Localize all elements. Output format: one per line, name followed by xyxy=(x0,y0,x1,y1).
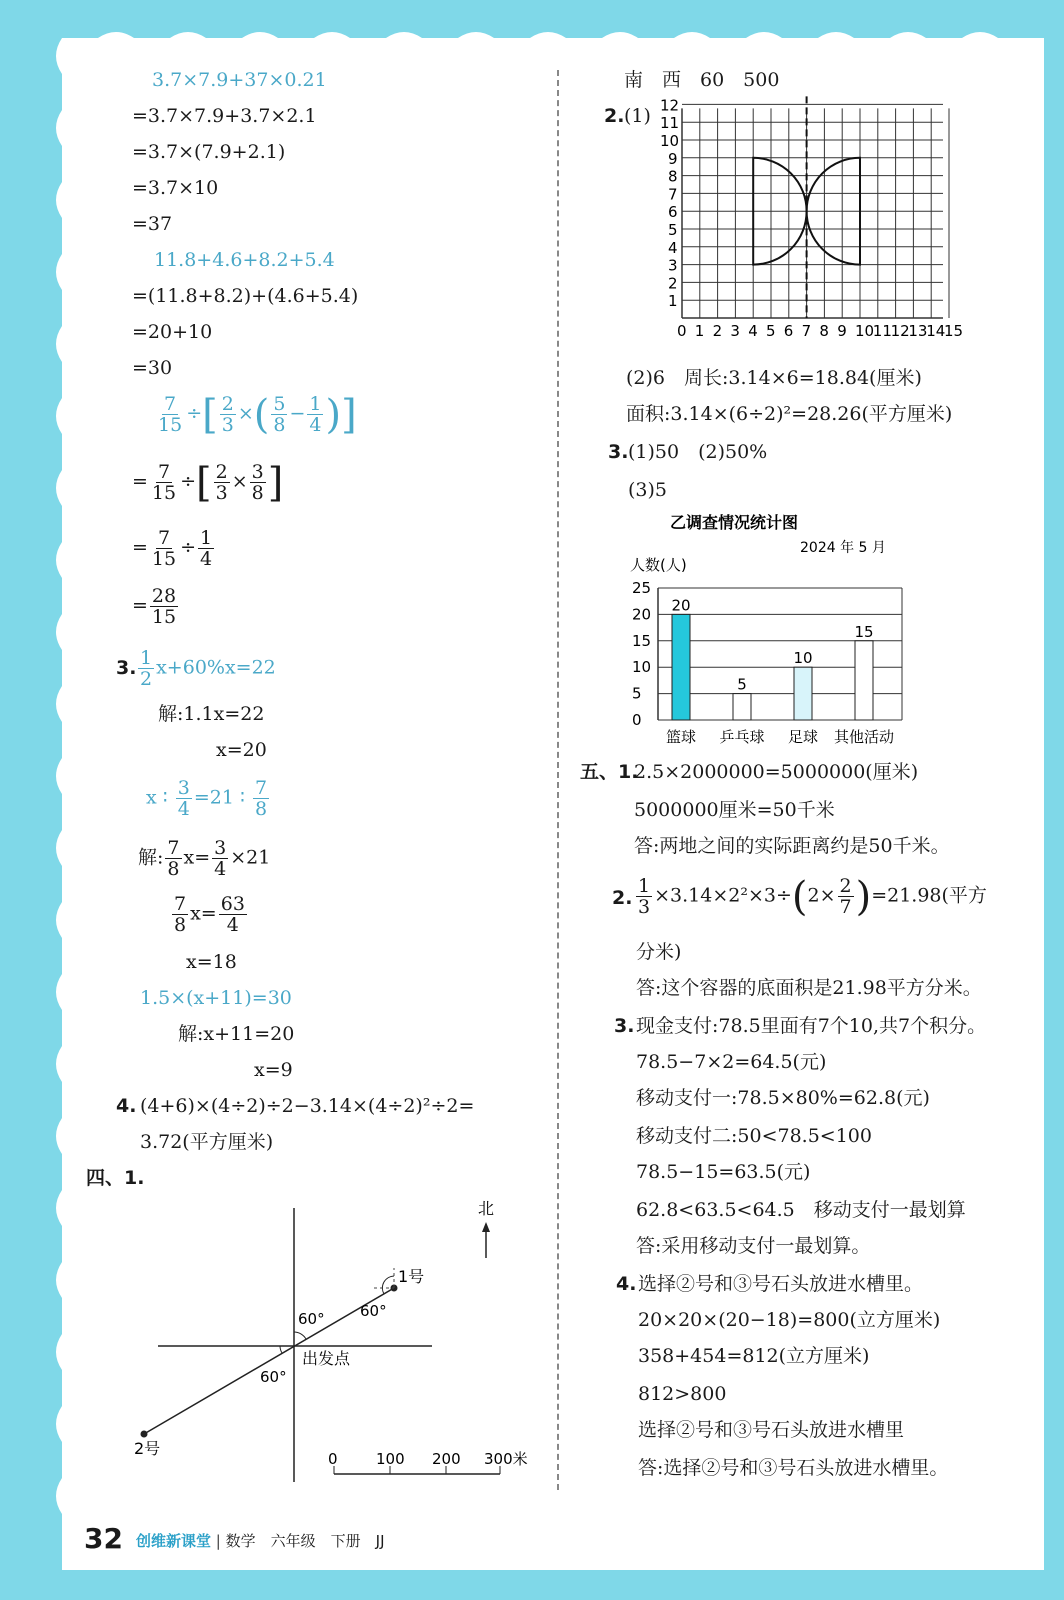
footer-text: 创维新课堂 | 数学 六年级 下册 JJ xyxy=(136,1532,385,1550)
angle-label-3: 60° xyxy=(260,1368,287,1386)
frac-calc-line3: = $\frac{7}{15}$ ÷ $\frac{1}{4}$ xyxy=(132,527,213,570)
q3r-line1: (1)50 (2)50% xyxy=(628,441,768,463)
s5-q2-cont: 分米) xyxy=(636,941,682,963)
frac-num: 1 xyxy=(309,393,322,415)
calc1-line1: =3.7×7.9+3.7×2.1 xyxy=(132,105,317,127)
chart-category-label: 其他活动 xyxy=(833,728,895,746)
frac-calc-line4: = $\frac{28}{15}$ xyxy=(132,585,177,628)
s5-q3-line1: 78.5−7×2=64.5(元) xyxy=(636,1051,827,1073)
direction-map xyxy=(120,1196,550,1496)
chart-category-label: 乒乓球 xyxy=(719,728,765,746)
s5-q4-line1: 20×20×(20−18)=800(立方厘米) xyxy=(638,1309,941,1331)
grid-y-label: 7 xyxy=(668,185,678,204)
calc1-line4: =37 xyxy=(132,213,173,235)
top-line: 南 西 60 500 xyxy=(624,69,780,91)
page-number: 32 xyxy=(84,1522,123,1555)
s5-q3-line4: 78.5−15=63.5(元) xyxy=(636,1161,811,1183)
frac-calc-line1: $\frac{7}{15}$ ÷[ $\frac{2}{3}$ ×( $\frac{5}{8}$ − $\frac{1}{4}$ )] xyxy=(158,391,357,438)
chart-subtitle: 2024 年 5 月 xyxy=(800,540,886,556)
q3-eq2-mid: =21 ∶ xyxy=(193,786,251,809)
frac-num: 5 xyxy=(273,393,286,415)
q3-eq2-sol1-mid: x= xyxy=(183,846,211,869)
frac-num: 7 xyxy=(254,777,268,799)
point2-dot xyxy=(141,1431,148,1438)
frac-den: 15 xyxy=(151,482,177,504)
grid-y-label: 9 xyxy=(668,149,678,168)
calc2-line2: =20+10 xyxy=(132,321,213,343)
s5-q2-ans: 答:这个容器的底面积是21.98平方分米。 xyxy=(636,977,982,999)
frac-num: 7 xyxy=(157,527,171,549)
grid-y-label: 3 xyxy=(668,256,678,275)
s5-q2-line: $\frac{1}{3}$ ×3.14×2²×3÷(2× $\frac{2}{7}$ )=21.98(平方 xyxy=(638,873,987,920)
q3-label: 3. xyxy=(116,657,137,679)
frac-den: 3 xyxy=(638,896,651,918)
point2-label: 2号 xyxy=(134,1439,161,1458)
frac-den: 8 xyxy=(174,914,187,936)
q4-line1: (4+6)×(4÷2)÷2−3.14×(4÷2)²÷2= xyxy=(140,1095,475,1117)
q2-sub2: (2)6 周长:3.14×6=18.84(厘米) xyxy=(626,367,922,389)
frac-den: 4 xyxy=(226,914,239,936)
footer-info: 数学 六年级 下册 JJ xyxy=(225,1532,385,1550)
q2-area: 面积:3.14×(6÷2)²=28.26(平方厘米) xyxy=(626,403,953,425)
grid-y-label: 12 xyxy=(660,96,680,115)
s5-q2-label: 2. xyxy=(612,887,633,909)
s5-q2-inner: 2× xyxy=(807,884,836,907)
column-divider xyxy=(557,70,559,1490)
footer-brand: 创维新课堂 xyxy=(136,1532,212,1550)
frac-num: 3 xyxy=(251,461,264,483)
frac-num: 63 xyxy=(220,893,245,915)
grid-y-label: 6 xyxy=(668,203,678,222)
calc2-line0: 11.8+4.6+8.2+5.4 xyxy=(154,249,335,271)
north-arrow-icon xyxy=(482,1222,490,1232)
grid-x-label: 14 xyxy=(926,322,946,340)
frac-den: 8 xyxy=(273,414,286,436)
route-line xyxy=(144,1288,394,1434)
frac-den: 3 xyxy=(215,482,228,504)
chart-tick-label: 15 xyxy=(632,631,652,650)
grid-x-label: 7 xyxy=(801,322,812,340)
frac-den: 4 xyxy=(214,858,227,880)
frac-num: 3 xyxy=(214,837,227,859)
north-label: 北 xyxy=(478,1199,495,1218)
frac-num: 7 xyxy=(167,837,180,859)
frac-num: 1 xyxy=(200,527,213,549)
frac-calc-line2: = $\frac{7}{15}$ ÷[ $\frac{2}{3}$ × $\frac{3}{8}$ ] xyxy=(132,459,284,506)
chart-data-label: 15 xyxy=(854,622,874,641)
q4-line2: 3.72(平方厘米) xyxy=(140,1131,274,1153)
s5-q2-post: =21.98(平方 xyxy=(871,884,987,907)
q3-eq2 xyxy=(146,778,271,819)
frac-num: 3 xyxy=(177,777,190,799)
s5-q4-line2: 358+454=812(立方厘米) xyxy=(638,1345,870,1367)
frac-num: 2 xyxy=(221,393,234,415)
s5-q3-line3: 移动支付二:50<78.5<100 xyxy=(636,1125,872,1147)
q3-eq3: 1.5×(x+11)=30 xyxy=(140,987,292,1009)
grid-y-label: 8 xyxy=(668,167,678,186)
q3-eq1-sol1: 解:1.1x=22 xyxy=(158,703,265,725)
scale-label: 100 xyxy=(376,1450,405,1468)
s5-q4-line4: 选择②号和③号石头放进水槽里 xyxy=(638,1419,905,1441)
frac-den: 4 xyxy=(200,548,213,570)
calc1-line2: =3.7×(7.9+2.1) xyxy=(132,141,286,163)
scale-label: 200 xyxy=(432,1450,461,1468)
q3-eq1-rest: x+60%x=22 xyxy=(156,656,276,679)
grid-x-label: 10 xyxy=(855,322,875,340)
frac-den: 8 xyxy=(254,798,268,820)
q3-eq2-pre: x ∶ xyxy=(146,786,174,809)
s5-q3-label: 3. xyxy=(614,1015,635,1037)
chart-tick-label: 5 xyxy=(632,684,642,703)
chart-category-label: 篮球 xyxy=(665,728,697,746)
frac-num: 7 xyxy=(174,893,187,915)
grid-x-label: 4 xyxy=(748,322,758,340)
s5-q4-label: 4. xyxy=(616,1273,637,1295)
grid-x-label: 3 xyxy=(730,322,740,340)
frac-den: 3 xyxy=(221,414,234,436)
frac-num: 7 xyxy=(164,393,177,415)
chart-tick-label: 25 xyxy=(632,579,652,597)
frac-num: 1 xyxy=(638,875,651,897)
grid-x-label: 6 xyxy=(783,322,794,340)
s5-label: 五、1. xyxy=(580,761,639,783)
grid-y-label: 2 xyxy=(668,274,678,293)
origin-label: 出发点 xyxy=(302,1349,351,1368)
chart-bar xyxy=(733,694,751,720)
scale-label: 0 xyxy=(328,1450,338,1468)
grid-y-label: 11 xyxy=(660,114,680,133)
grid-x-label: 8 xyxy=(819,322,829,340)
q3-eq1 xyxy=(136,648,276,689)
grid-figure xyxy=(650,96,980,354)
frac-den: 15 xyxy=(151,606,177,628)
calc1-line0: 3.7×7.9+37×0.21 xyxy=(152,69,327,91)
frac-num: 7 xyxy=(157,461,171,483)
frac-den: 8 xyxy=(167,858,180,880)
s5-q3-line2: 移动支付一:78.5×80%=62.8(元) xyxy=(636,1087,930,1109)
chart-bar xyxy=(794,667,812,720)
grid-y-label: 10 xyxy=(660,132,680,150)
chart-bar xyxy=(855,641,873,720)
s5-q3-line6: 答:采用移动支付一最划算。 xyxy=(636,1235,871,1257)
q3-eq2-sol1-pre: 解: xyxy=(138,846,164,869)
frac-den: 4 xyxy=(177,798,190,820)
frac-num: 1 xyxy=(140,647,153,669)
angle-arc-3 xyxy=(280,1346,282,1353)
section4-label: 四、1. xyxy=(86,1167,145,1189)
grid-y-label: 1 xyxy=(668,292,678,311)
frac-num: 2 xyxy=(215,461,228,483)
s5-q4-line0: 选择②号和③号石头放进水槽里。 xyxy=(638,1273,924,1295)
grid-x-label: 13 xyxy=(908,322,928,340)
q3-eq1-sol2: x=20 xyxy=(216,739,267,761)
angle-label-1: 60° xyxy=(298,1310,325,1328)
angle-label-2: 60° xyxy=(360,1302,387,1320)
chart-tick-label: 20 xyxy=(632,605,652,624)
grid-x-label: 5 xyxy=(766,322,776,340)
grid-x-label: 9 xyxy=(837,322,847,340)
q2-sub1: (1) xyxy=(624,105,651,127)
frac-den: 15 xyxy=(158,414,183,436)
q3-eq2-sol2 xyxy=(170,894,249,935)
q3-eq2-sol1-post: ×21 xyxy=(230,846,271,869)
calc2-line1: =(11.8+8.2)+(4.6+5.4) xyxy=(132,285,359,307)
q3-eq2-sol1 xyxy=(138,838,270,879)
frac-den: 4 xyxy=(309,414,322,436)
grid-y-label: 5 xyxy=(668,221,678,239)
chart-data-label: 20 xyxy=(671,596,691,615)
s5-q1-line1: 5000000厘米=50千米 xyxy=(634,799,835,821)
bar-chart xyxy=(620,508,950,758)
frac-den: 15 xyxy=(151,548,177,570)
chart-tick-label: 0 xyxy=(632,711,642,729)
q4-label: 4. xyxy=(116,1095,137,1117)
q3r-line2: (3)5 xyxy=(628,479,668,501)
q3-eq3-sol1: 解:x+11=20 xyxy=(178,1023,295,1045)
q3-eq2-sol2-mid: x= xyxy=(190,902,217,925)
s5-q2-mid: ×3.14×2²×3÷ xyxy=(654,884,792,907)
s5-q1-line2: 答:两地之间的实际距离约是50千米。 xyxy=(634,835,950,857)
q3r-label: 3. xyxy=(608,441,629,463)
s5-q3-line0: 现金支付:78.5里面有7个10,共7个积分。 xyxy=(636,1015,987,1037)
s5-q3-line5: 62.8<63.5<64.5 移动支付一最划算 xyxy=(636,1199,966,1221)
chart-data-label: 5 xyxy=(737,675,747,694)
q3-eq3-sol2: x=9 xyxy=(254,1059,293,1081)
calc2-line3: =30 xyxy=(132,357,173,379)
frac-num: 28 xyxy=(151,585,177,607)
q3-eq2-sol3: x=18 xyxy=(186,951,237,973)
angle-arc-1 xyxy=(294,1332,306,1339)
frac-den: 7 xyxy=(839,896,852,918)
s5-q4-line5: 答:选择②号和③号石头放进水槽里。 xyxy=(638,1457,949,1479)
chart-category-label: 足球 xyxy=(787,728,819,746)
grid-x-label: 2 xyxy=(712,322,723,340)
grid-x-label: 12 xyxy=(890,322,910,340)
grid-x-label: 1 xyxy=(694,322,705,340)
grid-x-label: 15 xyxy=(944,322,964,340)
frac-num: 2 xyxy=(839,875,852,897)
chart-bar xyxy=(672,614,690,720)
chart-ylabel: 人数(人) xyxy=(630,556,687,574)
scale-label: 300米 xyxy=(484,1450,528,1468)
frac-den: 2 xyxy=(140,668,153,690)
grid-x-label: 11 xyxy=(872,322,892,340)
grid-x-label: 0 xyxy=(677,322,687,340)
q2-label: 2. xyxy=(604,105,625,127)
frac-den: 8 xyxy=(251,482,264,504)
chart-data-label: 10 xyxy=(793,649,813,668)
grid-y-label: 4 xyxy=(668,238,678,257)
s5-q4-line3: 812>800 xyxy=(638,1383,727,1405)
s5-q1-line0: 2.5×2000000=5000000(厘米) xyxy=(634,761,919,783)
chart-tick-label: 10 xyxy=(632,658,652,677)
point1-label: 1号 xyxy=(398,1267,425,1286)
calc1-line3: =3.7×10 xyxy=(132,177,219,199)
chart-title: 乙调查情况统计图 xyxy=(670,513,799,532)
